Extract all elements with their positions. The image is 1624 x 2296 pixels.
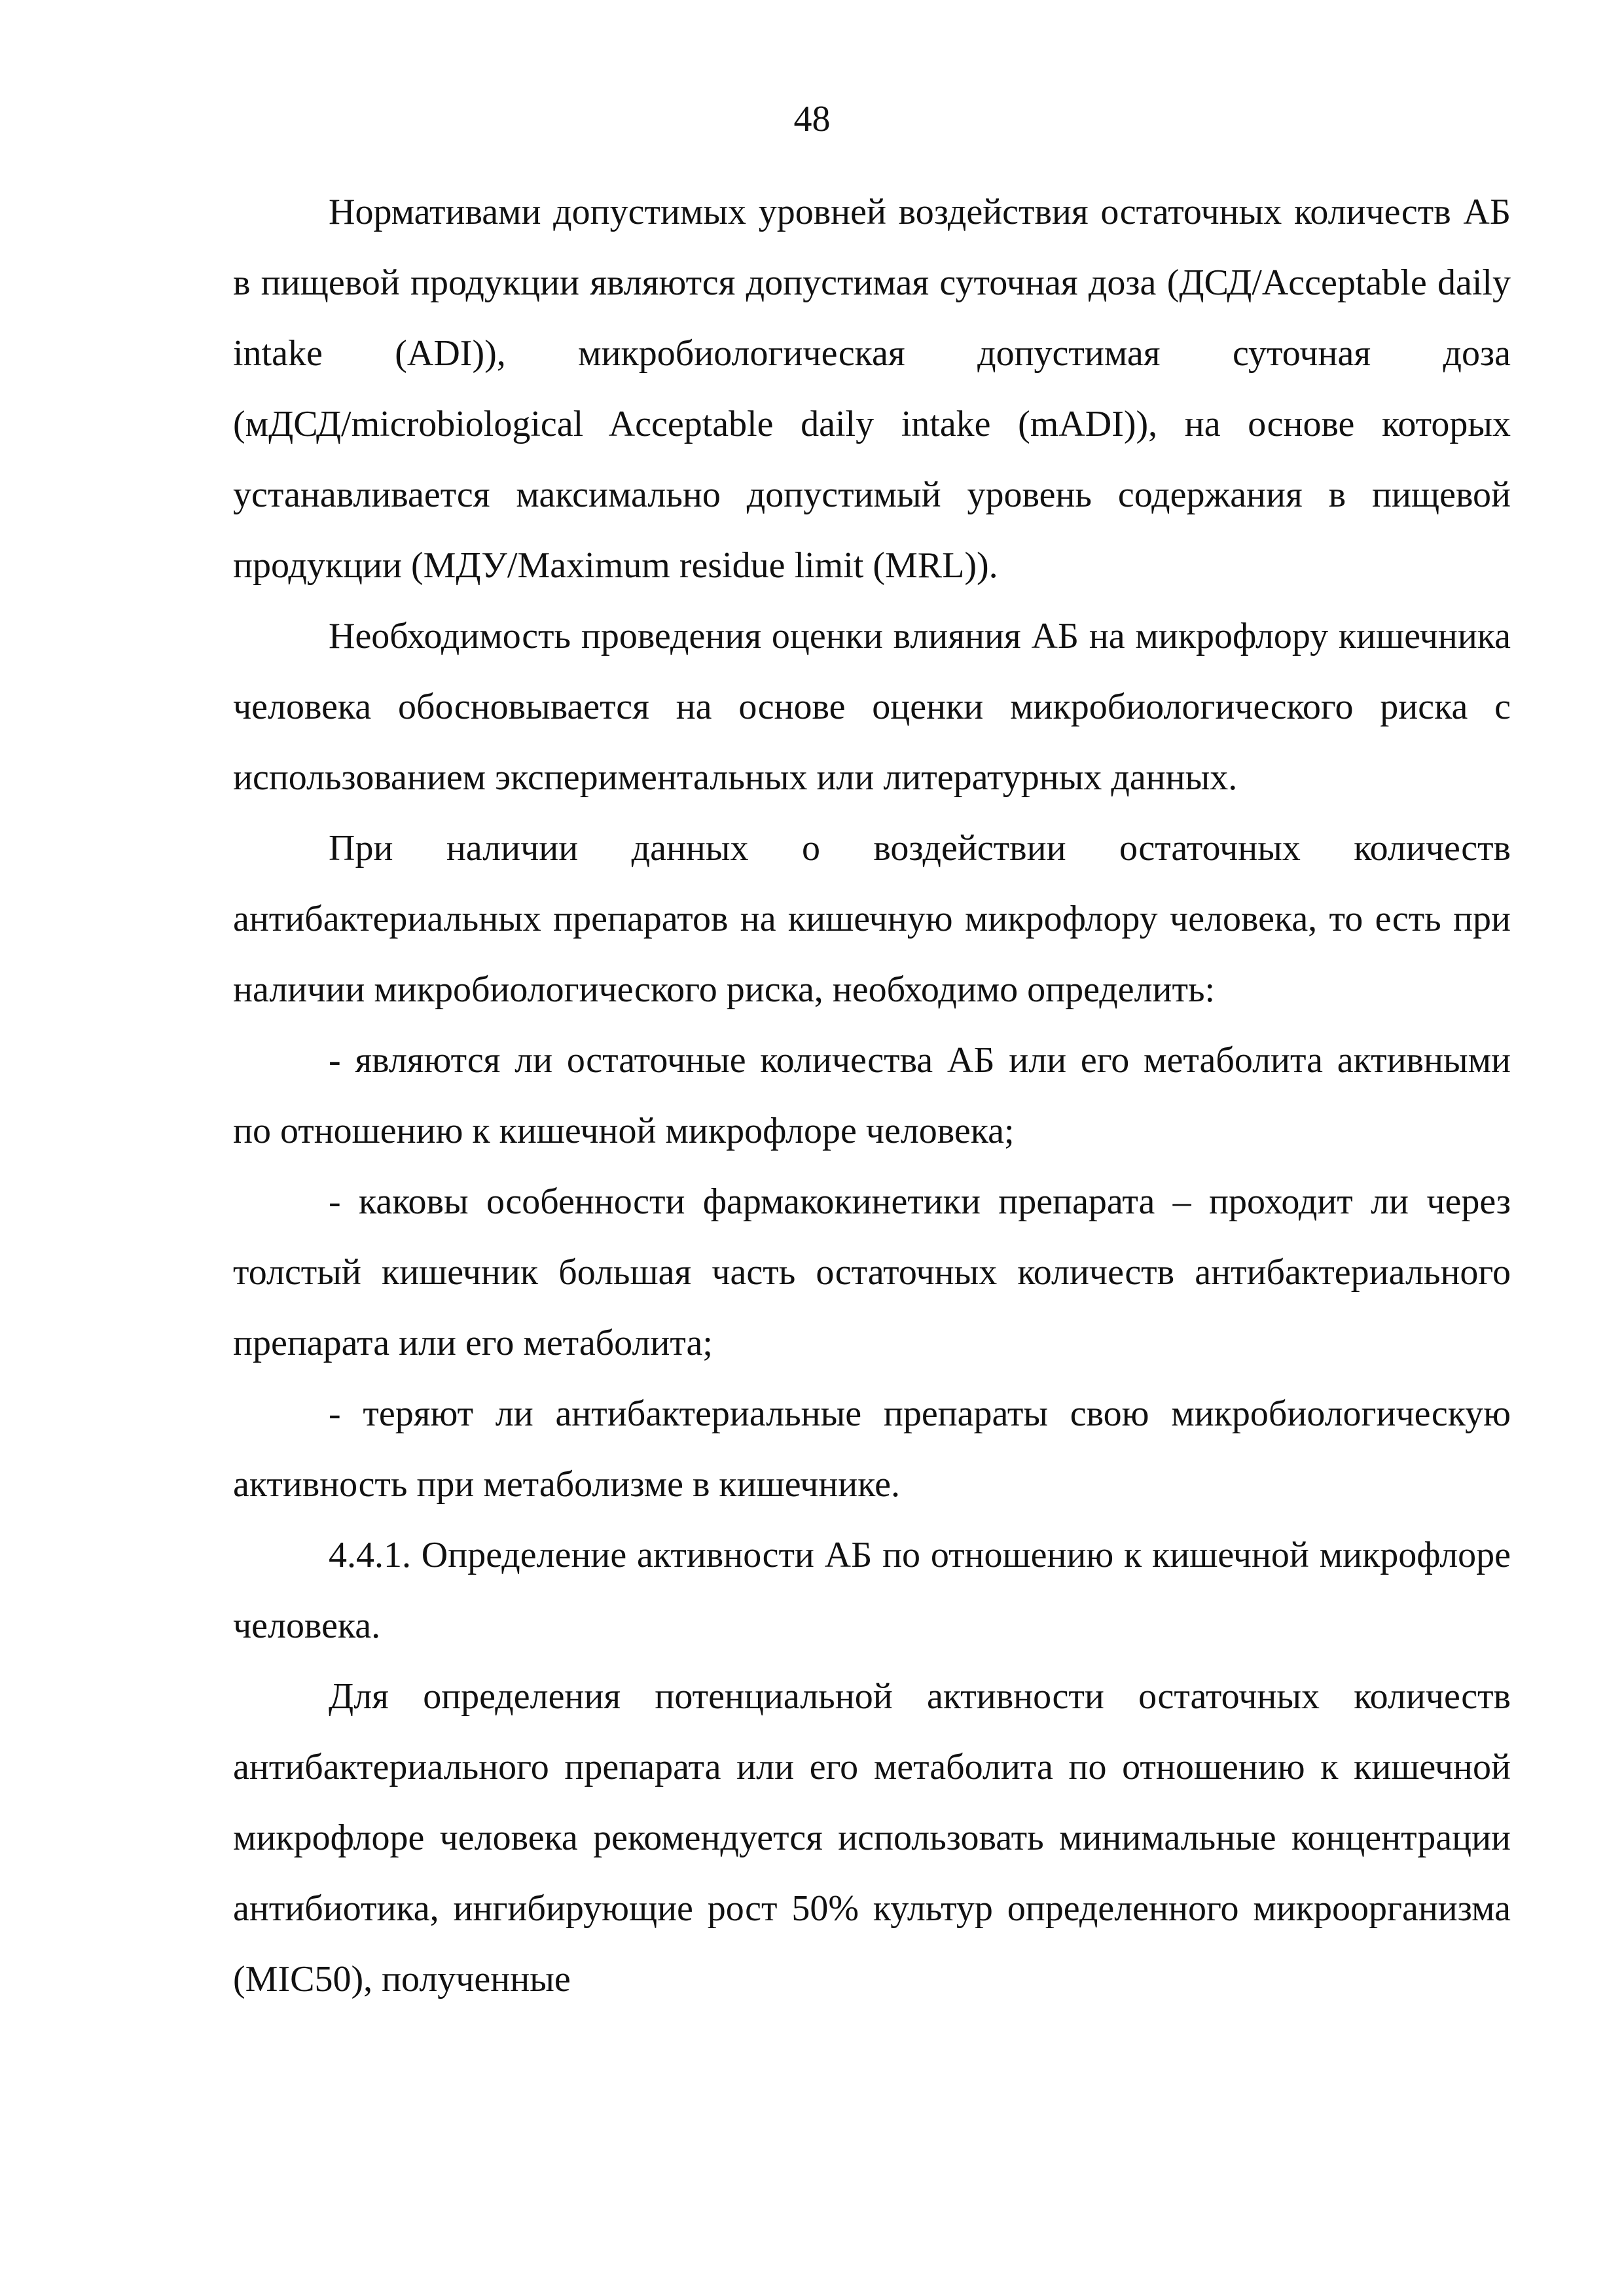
page-number: 48	[793, 99, 831, 139]
paragraph-necessity: Необходимость проведения оценки влияния АБ на микрофлору кишечника человека обосновывается на основе оценки микробиологического риска с использованием экспериментальных или литературных данных.	[233, 616, 1511, 798]
document-body	[233, 177, 1511, 2015]
paragraph-mic50: Для определения потенциальной активности остаточных количеств антибактериального препарата или его метаболита по отношению к кишечной микрофлоре человека рекомендуется использовать минимальные концентрации антибиотика, ингибирующие рост 50% культур определенного микроорганизма (MIC50), полученные	[233, 1676, 1511, 2000]
paragraph-standards: Нормативами допустимых уровней воздействия остаточных количеств АБ в пищевой продукции являются допустимая суточная доза (ДСД/Acceptable daily intake (ADI)), микробиологическая допустимая суточная доза (мДСД/microbiological Acceptable daily intake (mADI)), на основе которых устанавливается максимально допустимый уровень содержания в пищевой продукции (МДУ/Maximum residue limit (MRL)).	[233, 192, 1511, 586]
list-item-activity: - являются ли остаточные количества АБ или его метаболита активными по отношению к кишечной микрофлоре человека;	[233, 1040, 1511, 1151]
list-item-pharmacokinetics: - каковы особенности фармакокинетики препарата – проходит ли через толстый кишечник большая часть остаточных количеств антибактериального препарата или его метаболита;	[233, 1181, 1511, 1363]
section-heading-4-4-1: 4.4.1. Определение активности АБ по отношению к кишечной микрофлоре человека.	[233, 1535, 1511, 1646]
list-item-metabolism: - теряют ли антибактериальные препараты свою микробиологическую активность при метаболизме в кишечнике.	[233, 1393, 1511, 1505]
paragraph-conditions: При наличии данных о воздействии остаточных количеств антибактериальных препаратов на кишечную микрофлору человека, то есть при наличии микробиологического риска, необходимо определить:	[233, 828, 1511, 1010]
